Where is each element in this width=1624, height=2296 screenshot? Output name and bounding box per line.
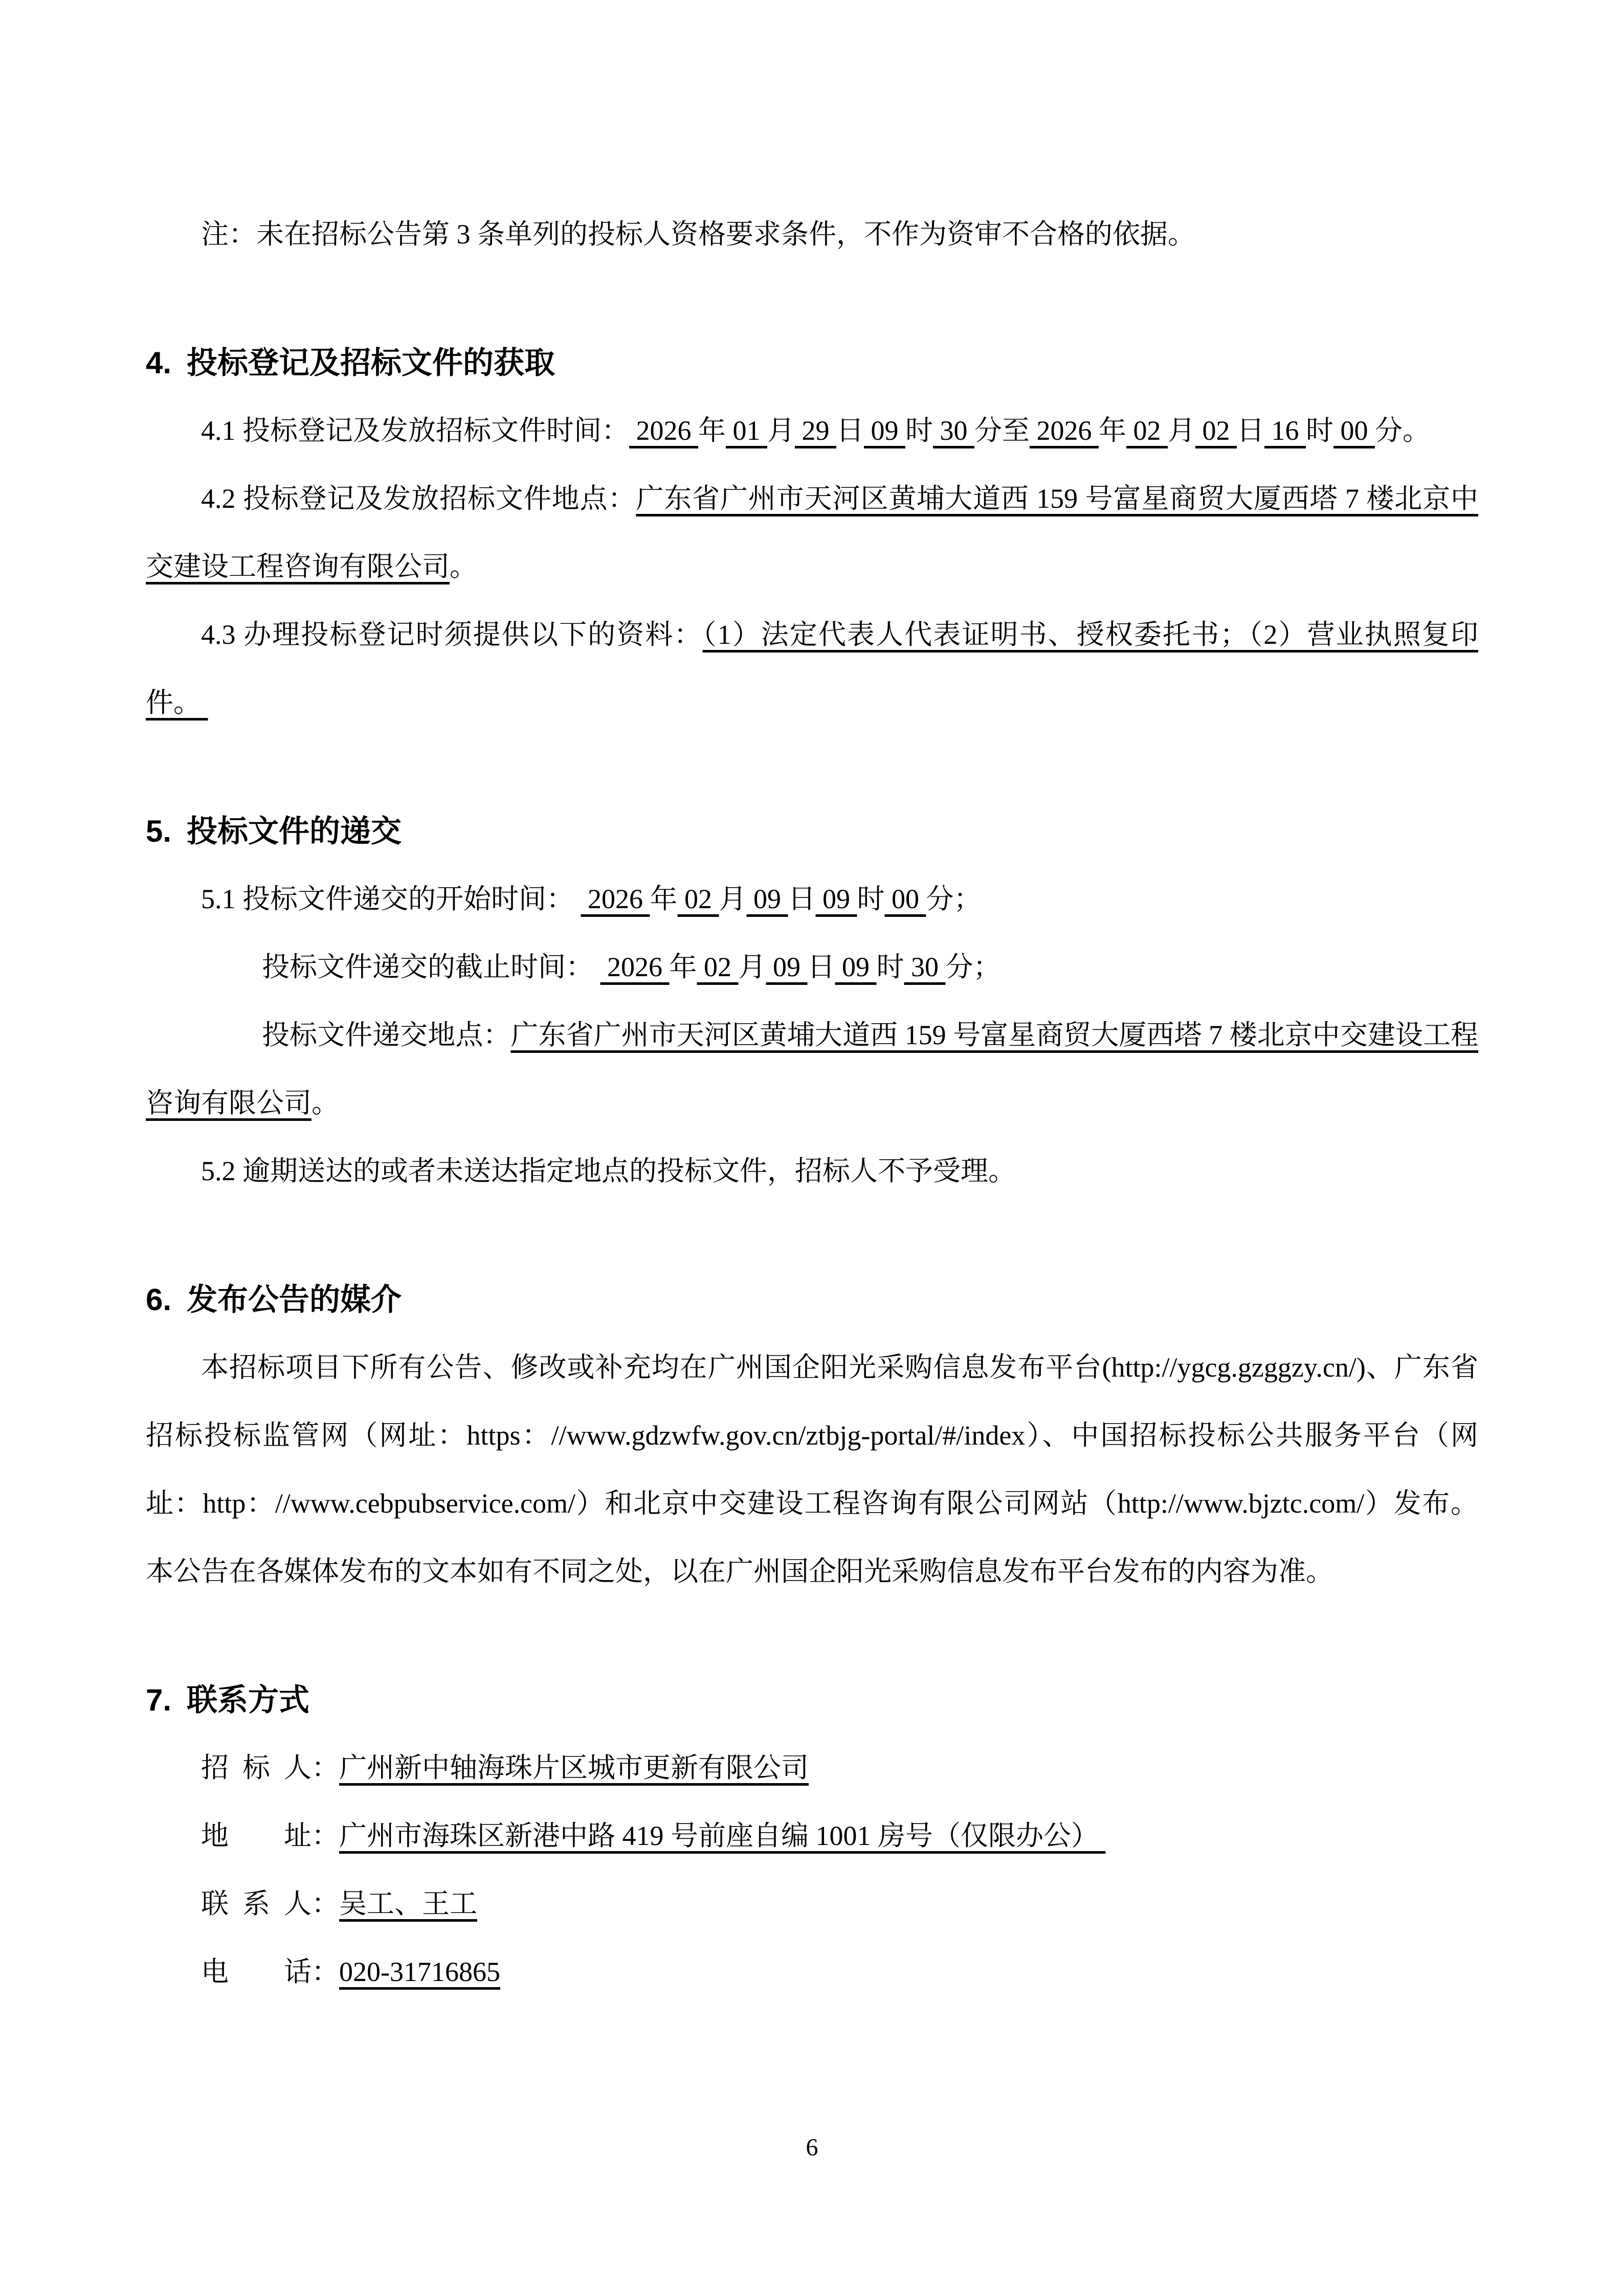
underlined-value: 00 xyxy=(1333,415,1375,446)
underlined-value: 16 xyxy=(1264,415,1306,446)
text-segment: 月 xyxy=(719,884,747,914)
section-7-title: 联系方式 xyxy=(187,1683,310,1717)
section-6-number: 6. xyxy=(146,1282,172,1317)
underlined-value: 2026 xyxy=(629,415,698,446)
underlined-value: （1）法定代表人代表证明书、授权委托书；（2）营业执照复印件。 xyxy=(146,619,1479,718)
section-5-number: 5. xyxy=(146,814,172,848)
paragraph-6-1 xyxy=(146,1334,1478,1606)
text-segment: 年 xyxy=(650,884,678,914)
text-segment: 4.2 投标登记及发放招标文件地点： xyxy=(201,483,636,514)
contact-value: 吴工、王工 xyxy=(339,1888,477,1919)
contact-value: 广州新中轴海珠片区城市更新有限公司 xyxy=(339,1752,809,1783)
text-segment: 4.3 办理投标登记时须提供以下的资料： xyxy=(201,619,703,650)
contact-colon: ： xyxy=(312,1752,339,1783)
text-segment: 时 xyxy=(905,415,933,446)
note-paragraph: 注：未在招标公告第 3 条单列的投标人资格要求条件，不作为资审不合格的依据。 xyxy=(201,219,1195,250)
underlined-value: 09 xyxy=(766,952,808,982)
underlined-value: 2026 xyxy=(581,884,650,914)
text-segment: 时 xyxy=(857,884,885,914)
text-segment: 月 xyxy=(738,952,766,982)
contact-colon: ： xyxy=(312,1820,339,1851)
paragraph-5-2 xyxy=(146,1137,1478,1205)
section-6-title: 发布公告的媒介 xyxy=(187,1282,402,1317)
text-segment: 年 xyxy=(669,952,697,982)
text-segment: 投标文件递交的截止时间： xyxy=(262,952,600,982)
contact-label: 电话 xyxy=(201,1956,312,1987)
text-segment: 。 xyxy=(450,551,477,582)
section-5-heading xyxy=(146,797,1478,865)
contact-colon: ： xyxy=(312,1956,339,1987)
text-segment: 分至 xyxy=(974,415,1030,446)
underlined-value: 09 xyxy=(835,952,877,982)
text-segment: 日 xyxy=(807,952,835,982)
text-segment: 投标文件递交地点： xyxy=(262,1020,511,1050)
underlined-value: 30 xyxy=(904,952,946,982)
text-segment: 分。 xyxy=(1375,415,1430,446)
underlined-value: 02 xyxy=(697,952,739,982)
paragraph-5-1-deadline xyxy=(146,933,1478,1001)
contact-value: 广州市海珠区新港中路 419 号前座自编 1001 房号（仅限办公） xyxy=(339,1820,1106,1851)
contact-row-address xyxy=(146,1802,1478,1870)
underlined-value: 广东省广州市天河区黄埔大道西 159 号富星商贸大厦西塔 7 楼北京中交建设工程咨询有限公司 xyxy=(146,1020,1479,1118)
contact-value: 020-31716865 xyxy=(339,1956,500,1987)
paragraph-5-1-location xyxy=(146,1001,1478,1137)
text-segment: 日 xyxy=(788,884,816,914)
underlined-value: 广东省广州市天河区黄埔大道西 159 号富星商贸大厦西塔 7 楼北京中交建设工程咨询有限公司 xyxy=(146,483,1479,582)
text-segment: 日 xyxy=(1237,415,1264,446)
underlined-value: 29 xyxy=(795,415,836,446)
paragraph-4-2 xyxy=(146,465,1478,601)
underlined-value: 00 xyxy=(884,884,926,914)
section-7-number: 7. xyxy=(146,1683,172,1717)
contact-row-person xyxy=(146,1870,1478,1938)
underlined-value: 2026 xyxy=(1030,415,1099,446)
underlined-value: 09 xyxy=(864,415,905,446)
section-4-heading xyxy=(146,329,1478,397)
contact-label: 联系人 xyxy=(201,1888,312,1919)
underlined-value: 01 xyxy=(726,415,767,446)
contact-row-tenderee xyxy=(146,1734,1478,1802)
text-segment: 月 xyxy=(767,415,795,446)
text-segment: 4.1 投标登记及发放招标文件时间： xyxy=(201,415,629,446)
underlined-value: 02 xyxy=(1195,415,1237,446)
contact-row-phone xyxy=(146,1938,1478,2006)
text-segment: 分； xyxy=(945,952,1001,982)
text-segment: 5.1 投标文件递交的开始时间： xyxy=(201,884,581,914)
section-5-title: 投标文件的递交 xyxy=(187,814,402,848)
underlined-value: 2026 xyxy=(600,952,670,982)
section-4-number: 4. xyxy=(146,346,172,380)
contact-label: 招标人 xyxy=(201,1752,312,1783)
paragraph-5-1-start-time xyxy=(146,865,1478,933)
contact-colon: ： xyxy=(312,1888,339,1919)
paragraph-4-3 xyxy=(146,601,1478,737)
underlined-value: 30 xyxy=(933,415,974,446)
section-6-heading xyxy=(146,1266,1478,1334)
text-segment: 5.2 逾期送达的或者未送达指定地点的投标文件，招标人不予受理。 xyxy=(201,1156,1016,1186)
paragraph-4-1 xyxy=(146,397,1478,465)
text-segment: 时 xyxy=(1306,415,1333,446)
text-segment: 本招标项目下所有公告、修改或补充均在广州国企阳光采购信息发布平台(http://ygcg.gzggzy.cn/)、广东省招标投标监管网（网址：https：//www.gdzwfw.gov.cn/ztbjg-portal/#/index）、中国招标投标公共服务平台（网址：http：//www.cebpubservice.com/）和北京中交建设工程咨询有限公司网站（http://www.bjztc.com/）发布。本公告在各媒体发布的文本如有不同之处，以在广州国企阳光采购信息发布平台发布的内容为准。 xyxy=(146,1352,1478,1587)
page-number: 6 xyxy=(806,2134,818,2161)
section-4-title: 投标登记及招标文件的获取 xyxy=(187,346,555,380)
underlined-value: 02 xyxy=(677,884,719,914)
text-segment: 分； xyxy=(926,884,982,914)
text-segment: 日 xyxy=(836,415,864,446)
text-segment: 月 xyxy=(1168,415,1195,446)
text-segment: 时 xyxy=(876,952,904,982)
text-segment: 年 xyxy=(698,415,726,446)
text-segment: 年 xyxy=(1099,415,1126,446)
underlined-value: 09 xyxy=(815,884,857,914)
underlined-value: 09 xyxy=(746,884,788,914)
section-7-heading xyxy=(146,1666,1478,1734)
contact-label: 地址 xyxy=(201,1820,312,1851)
text-segment: 。 xyxy=(312,1088,339,1118)
underlined-value: 02 xyxy=(1126,415,1168,446)
